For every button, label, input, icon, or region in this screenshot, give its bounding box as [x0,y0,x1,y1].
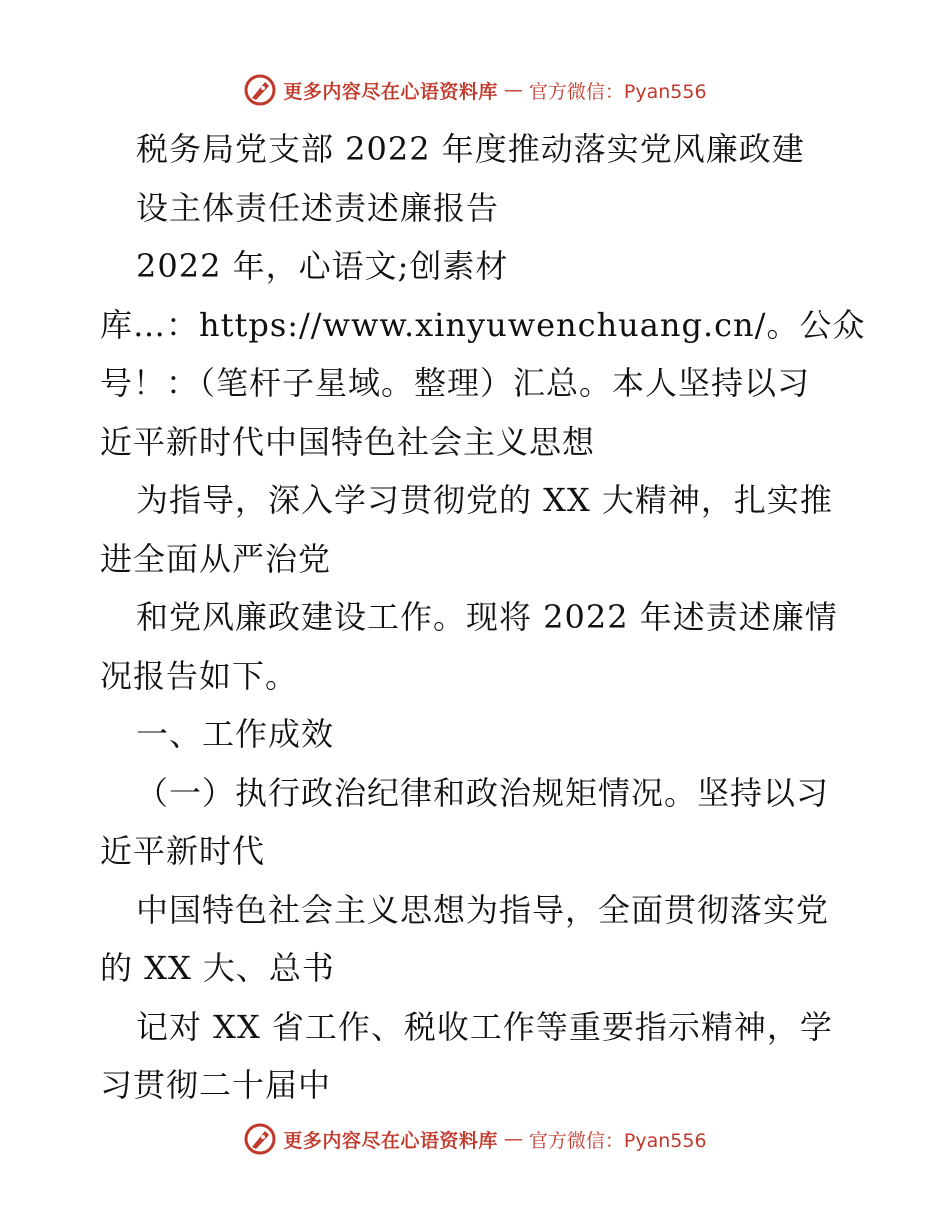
document-line: 况报告如下。 [100,656,299,695]
document-body [100,120,866,1115]
document-line: 近平新时代 [100,832,266,870]
document-line: 的 XX 大、总书 [100,949,335,987]
document-line: 近平新时代中国特色社会主义思想 [100,422,596,461]
document-line: 习贯彻二十届中 [100,1066,332,1104]
document-line: 库…：https://www.xinyuwenchuang.cn/。公众 [100,305,866,344]
document-line: 为指导，深入学习贯彻党的 XX 大精神，扎实推 [136,481,833,519]
header-banner [0,70,950,110]
banner-wechat: 官方微信：Pyan556 [528,80,707,103]
pen-nib-logo-icon [243,73,277,107]
document-line: 号！：（笔杆子星域。整理）汇总。本人坚持以习 [100,364,811,402]
document-line: 税务局党支部 2022 年度推动落实党风廉政建 [136,130,805,168]
document-line: 设主体责任述责述廉报告 [136,188,500,227]
document-line: 2022 年，心语文;创素材 [136,247,509,285]
section-heading: 一、工作成效 [136,715,335,753]
footer-banner [0,1119,950,1159]
document-line: 进全面从严治党 [100,539,332,578]
banner-separator: — [503,79,523,101]
banner-text: 更多内容尽在心语资料库 [283,80,498,103]
document-line: 中国特色社会主义思想为指导，全面贯彻落实党 [136,890,830,929]
banner-wechat: 官方微信：Pyan556 [528,1129,707,1152]
document-line: 和党风廉政建设工作。现将 2022 年述责述廉情 [136,598,838,636]
banner-text: 更多内容尽在心语资料库 [283,1129,498,1152]
document-line: 记对 XX 省工作、税收工作等重要指示精神，学 [136,1007,833,1046]
document-line: （一）执行政治纪律和政治规矩情况。坚持以习 [136,773,830,812]
banner-separator: — [503,1128,523,1150]
pen-nib-logo-icon [243,1122,277,1156]
